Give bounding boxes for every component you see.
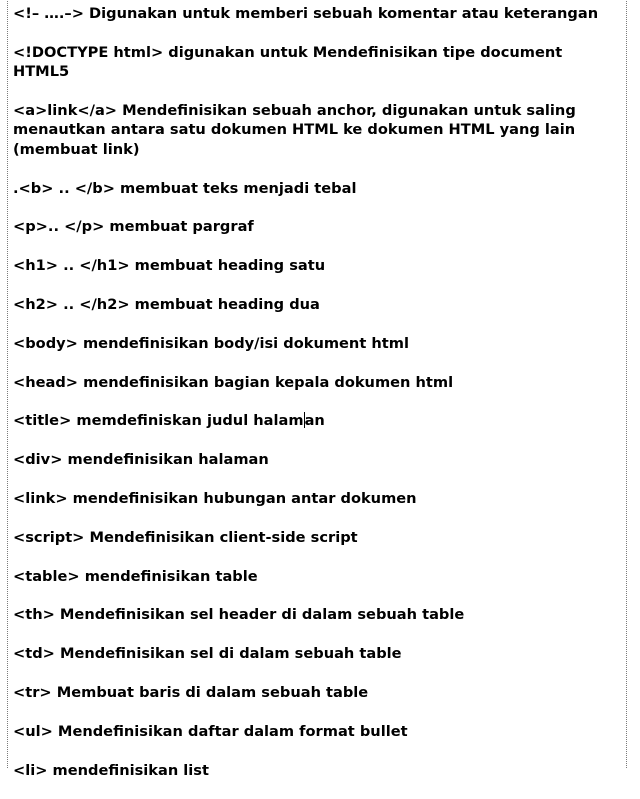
paragraph-title-before-caret: <title> memdefiniskan judul halam (13, 412, 304, 430)
paragraph-h1[interactable]: <h1> .. </h1> membuat heading satu (13, 257, 326, 275)
paragraph-script[interactable]: <script> Mendefinisikan client-side script (13, 528, 358, 546)
paragraph-li[interactable]: <li> mendefinisikan list (13, 761, 209, 779)
paragraph-p[interactable]: <p>.. </p> membuat pargraf (13, 218, 254, 236)
paragraph-th[interactable]: <th> Mendefinisikan sel header di dalam sebuah table (13, 606, 465, 624)
paragraph-doctype[interactable]: <!DOCTYPE html> digunakan untuk Mendefinisikan tipe document HTML5 (13, 43, 563, 81)
paragraph-title-after-caret: an (304, 412, 325, 430)
paragraph-head[interactable]: <head> mendefinisikan bagian kepala dokumen html (13, 373, 454, 391)
paragraph-h2[interactable]: <h2> .. </h2> membuat heading dua (13, 296, 320, 313)
paragraph-anchor[interactable]: <a>link</a> Mendefinisikan sebuah anchor, digunakan untuk saling menautkan antara satu dokumen HTML ke dokumen HTML yang lain (membuat link) (13, 102, 576, 158)
paragraph-comment[interactable]: <!– ….–> Digunakan untuk memberi sebuah komentar atau keterangan (13, 5, 599, 22)
paragraph-body[interactable]: <body> mendefinisikan body/isi dokument html (13, 334, 409, 352)
paragraph-td[interactable]: <td> Mendefinisikan sel di dalam sebuah table (13, 645, 402, 663)
paragraph-bold[interactable]: .<b> .. </b> membuat teks menjadi tebal (13, 179, 357, 197)
paragraph-link[interactable]: <link> mendefinisikan hubungan antar dokumen (13, 489, 417, 507)
paragraph-title[interactable] (13, 411, 603, 430)
paragraph-tr[interactable]: <tr> Membuat baris di dalam sebuah table (13, 683, 369, 701)
paragraph-ul[interactable]: <ul> Mendefinisikan daftar dalam format bullet (13, 722, 408, 740)
paragraph-div[interactable]: <div> mendefinisikan halaman (13, 451, 269, 469)
document-body[interactable] (13, 4, 603, 799)
paragraph-table[interactable]: <table> mendefinisikan table (13, 567, 258, 585)
